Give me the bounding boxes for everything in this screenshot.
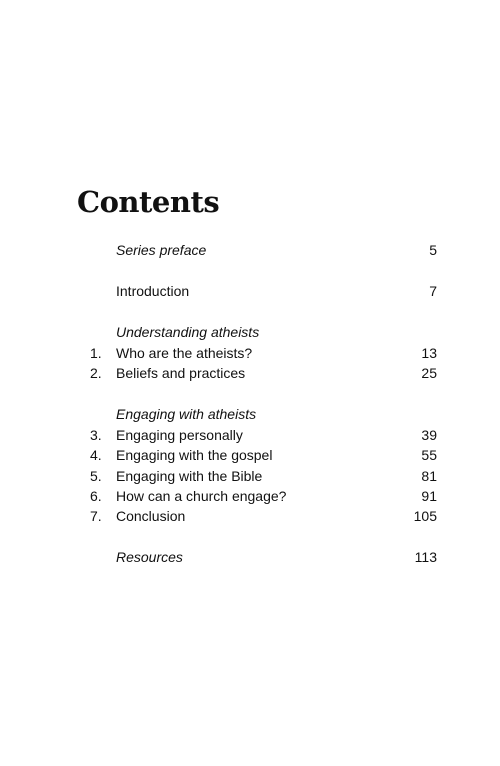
toc-entry-page: 91 (421, 488, 437, 504)
toc-entry-series-preface (0, 240, 500, 260)
toc-entry-page: 113 (414, 549, 437, 565)
toc-entry-chapter-1 (0, 343, 500, 363)
toc-entry-introduction (0, 281, 500, 301)
toc-entry-label: How can a church engage? (116, 488, 287, 504)
toc-entry-label: Resources (116, 549, 183, 565)
toc-entry-number: 2. (90, 365, 102, 381)
page-title: Contents (77, 185, 220, 219)
toc-entry-label: Engaging with the gospel (116, 447, 273, 463)
toc-entry-label: Series preface (116, 242, 207, 258)
toc-entry-number: 4. (90, 447, 102, 463)
toc-entry-chapter-6 (0, 486, 500, 506)
toc-entry-page: 13 (421, 345, 437, 361)
toc-entry-label: Who are the atheists? (116, 345, 253, 361)
toc-entry-label: Introduction (116, 283, 190, 299)
toc-entry-chapter-5 (0, 466, 500, 486)
toc-entry-page: 55 (421, 447, 437, 463)
toc-entry-chapter-2 (0, 363, 500, 383)
toc-entry-label: Engaging with the Bible (116, 468, 263, 484)
toc-entry-label: Conclusion (116, 508, 186, 524)
toc-entry-label: Beliefs and practices (116, 365, 246, 381)
toc-entry-page: 39 (421, 427, 437, 443)
toc-section-engaging-with-atheists (0, 404, 500, 424)
toc-entry-page: 5 (429, 242, 437, 258)
toc-entry-chapter-3 (0, 425, 500, 445)
toc-entry-number: 7. (90, 508, 102, 524)
toc-entry-resources (0, 547, 500, 567)
toc-entry-page: 81 (421, 468, 437, 484)
toc-section-heading: Engaging with atheists (116, 406, 257, 422)
toc-entry-page: 7 (429, 283, 437, 299)
toc-entry-chapter-4 (0, 445, 500, 465)
toc-entry-number: 5. (90, 468, 102, 484)
toc-section-heading: Understanding atheists (116, 324, 260, 340)
toc-entry-chapter-7 (0, 506, 500, 526)
toc-section-understanding-atheists (0, 322, 500, 342)
toc-entry-page: 25 (421, 365, 437, 381)
toc-entry-number: 1. (90, 345, 102, 361)
toc-entry-page: 105 (413, 508, 437, 524)
toc-entry-number: 6. (90, 488, 102, 504)
toc-entry-label: Engaging personally (116, 427, 243, 443)
toc-entry-number: 3. (90, 427, 102, 443)
